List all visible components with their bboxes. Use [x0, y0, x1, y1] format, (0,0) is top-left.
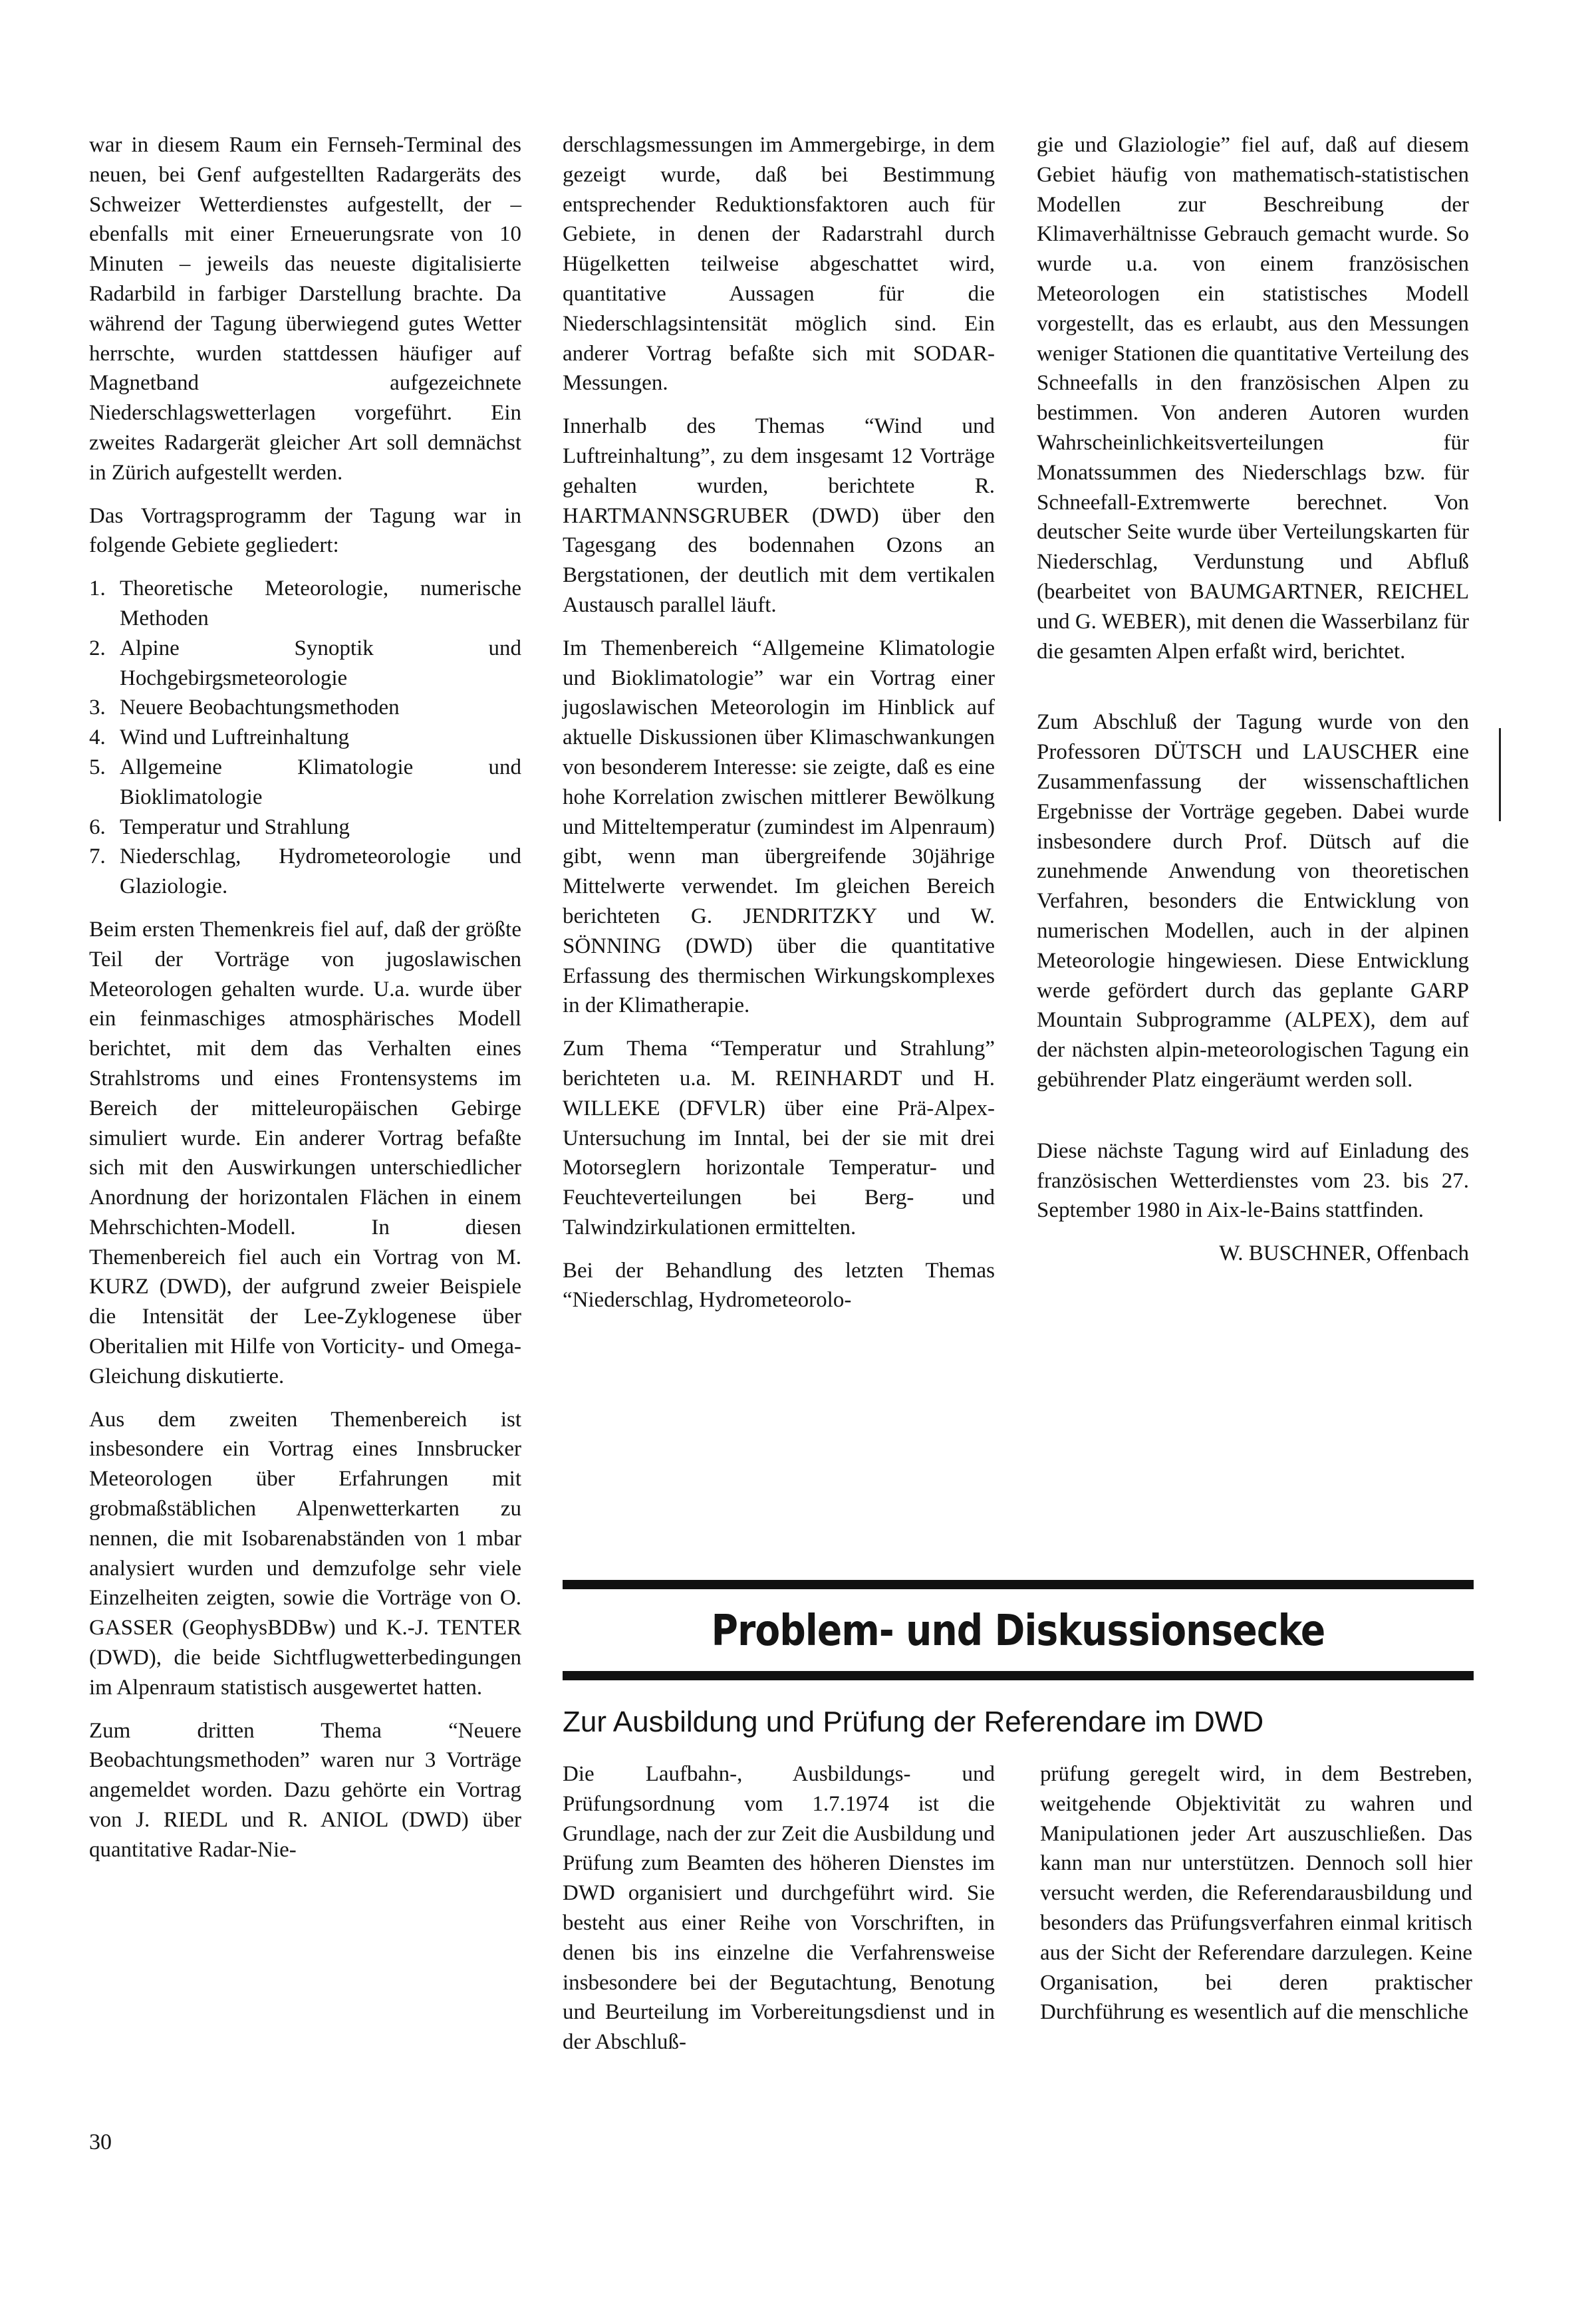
paragraph: Zum Thema “Temperatur und Strahlung” berichteten u.a. M. REINHARDT und H. WILLEKE (DFVLR) über eine Prä-Alpex-Untersuchung im Inntal, bei der sie mit drei Motorseglern horizontale Temperatur- und Feuchteverteilungen bei Berg- und Talwindzirkulationen ermittelten.: [563, 1037, 995, 1239]
section-rule-bottom: [563, 1671, 1474, 1680]
column-1: [89, 130, 521, 1878]
section-title: Problem- und Diskussionsecke: [711, 1607, 1325, 1656]
list-text: Neuere Beobachtungsmethoden: [120, 696, 400, 720]
column-3: [1037, 130, 1469, 1282]
list-item: [89, 753, 521, 813]
paragraph: war in diesem Raum ein Fernseh-Terminal des neuen, bei Genf aufgestellten Radargeräts des Schweizer Wetterdienstes aufgestellt, der – ebenfalls mit einer Erneuerungsrate von 10 Minuten – jeweils das neueste digitalisierte Radarbild in farbiger Darstellung brachte. Da während der Tagung überwiegend gutes Wetter herrschte, wurden stattdessen häufiger auf Magnetband aufgezeichnete Niederschlagswetterlagen vorgeführt. Ein zweites Radargerät gleicher Art soll demnächst in Zürich aufgestellt werden.: [89, 133, 521, 485]
list-number: 3.: [89, 696, 106, 720]
paragraph: Zum Abschluß der Tagung wurde von den Professoren DÜTSCH und LAUSCHER eine Zusammenfassung der wissenschaftlichen Ergebnisse der Vorträge gegeben. Dabei wurde insbesondere durch Prof. Dütsch auf die zunehmende Anwendung von theoretischen Verfahren, besonders die Entwicklung von numerischen Modellen, auch in der alpinen Meteorologie hingewiesen. Diese Entwicklung werde gefördert durch das geplante GARP Mountain Subprogramme (ALPEX), dem auf der nächsten alpin-meteorologischen Tagung ein gebührender Platz eingeräumt werden soll.: [1037, 710, 1469, 1092]
list-number: 6.: [89, 815, 106, 839]
column-2: [563, 130, 995, 1329]
list-item: [89, 634, 521, 694]
list-number: 7.: [89, 844, 106, 869]
paragraph: Zum dritten Thema “Neuere Beobachtungsmethoden” waren nur 3 Vorträge angemeldet worden. Dazu gehörte ein Vortrag von J. RIEDL und R. ANIOL (DWD) über quantitative Radar-Nie-: [89, 1718, 521, 1862]
author-signature: W. BUSCHNER, Offenbach: [1219, 1241, 1469, 1266]
list-number: 2.: [89, 636, 106, 660]
paragraph: derschlagsmessungen im Ammergebirge, in dem gezeigt wurde, daß bei Bestimmung entsprechender Reduktionsfaktoren auch für Gebiete, in denen der Radarstrahl durch Hügelketten teilweise abgeschattet wird, quantitative Aussagen für die Niederschlagsintensität möglich sind. Ein anderer Vortrag befaßte sich mit SODAR-Messungen.: [563, 133, 995, 396]
list-text: Wind und Luftreinhaltung: [120, 725, 350, 750]
list-text: Alpine Synoptik und Hochgebirgsmeteorologie: [120, 636, 521, 690]
paragraph: Innerhalb des Themas “Wind und Luftreinhaltung”, zu dem insgesamt 12 Vorträge gehalten wurden, berichtete R. HARTMANNSGRUBER (DWD) über den Tagesgang des bodennahen Ozons an Bergstationen, der deutlich mit dem vertikalen Austausch parallel läuft.: [563, 414, 995, 617]
list-number: 4.: [89, 725, 106, 750]
paragraph: Das Vortragsprogramm der Tagung war in folgende Gebiete gegliedert:: [89, 503, 521, 558]
paragraph: Diese nächste Tagung wird auf Einladung des französischen Wetterdienstes vom 23. bis 27. September 1980 in Aix-le-Bains stattfinden.: [1037, 1138, 1469, 1223]
scan-mark: [1499, 728, 1501, 821]
list-item: [89, 693, 521, 723]
article-title: Zur Ausbildung und Prüfung der Referendare im DWD: [563, 1706, 1264, 1738]
paragraph: Im Themenbereich “Allgemeine Klimatologie und Bioklimatologie” war ein Vortrag einer jugoslawischen Meteorologin im Hinblick auf aktuelle Diskussionen über Klimaschwankungen von besonderem Interesse: sie zeigte, daß es eine hohe Korrelation zwischen mittlerer Bewölkung und Mitteltemperatur (zumindest im Alpenraum) gibt, wenn man übergreifende 30jährige Mittelwerte verwendet. Im gleichen Bereich berichteten G. JENDRITZKY und W. SÖNNING (DWD) über die quantitative Erfassung des thermischen Wirkungskomplexes in der Klimatherapie.: [563, 636, 995, 1018]
list-text: Niederschlag, Hydrometeorologie und Glaziologie.: [120, 844, 521, 899]
paragraph: Die Laufbahn-, Ausbildungs- und Prüfungsordnung vom 1.7.1974 ist die Grundlage, nach der zur Zeit die Ausbildung und Prüfung zum Beamten des höheren Dienstes im DWD organisiert und durchgeführt wird. Sie besteht aus einer Reihe von Vorschriften, in denen bis ins einzelne die Verfahrensweise insbesondere bei der Begutachtung, Benotung und Beurteilung im Vorbereitungsdienst und in der Abschluß-: [563, 1762, 995, 2055]
list-item: [89, 574, 521, 634]
list-number: 1.: [89, 577, 106, 601]
list-item: [89, 723, 521, 753]
list-number: 5.: [89, 755, 106, 779]
section-rule-top: [563, 1580, 1474, 1589]
column-4: [563, 1759, 995, 2071]
topic-list: [89, 574, 521, 902]
list-text: Allgemeine Klimatologie und Bioklimatologie: [120, 755, 521, 809]
list-text: Temperatur und Strahlung: [120, 815, 350, 839]
paragraph: gie und Glaziologie” fiel auf, daß auf diesem Gebiet häufig von mathematisch-statistischen Modellen zur Beschreibung der Klimaverhältnisse Gebrauch gemacht wurde. So wurde u.a. von einem französischen Meteorologen ein statistisches Modell vorgestellt, das es erlaubt, aus den Messungen weniger Stationen die quantitative Verteilung des Schneefalls in den französischen Alpen zu bestimmen. Von anderen Autoren wurden Wahrscheinlichkeitsverteilungen für Monatssummen des Niederschlags bzw. für Schneefall-Extremwerte berechnet. Von deutscher Seite wurde über Verteilungskarten für Niederschlag, Verdunstung und Abfluß (bearbeitet von BAUMGARTNER, REICHEL und G. WEBER), mit denen die Wasserbilanz für die gesamten Alpen erfaßt wird, berichtet.: [1037, 133, 1469, 664]
paragraph: Beim ersten Themenkreis fiel auf, daß der größte Teil der Vorträge von jugoslawischen Meteorologen gehalten wurde. U.a. wurde über ein feinmaschiges atmosphärisches Modell berichtet, mit dem das Verhalten eines Strahlstroms und eines Frontensystems im Bereich der mitteleuropäischen Gebirge simuliert wurde. Ein anderer Vortrag befaßte sich mit den Auswirkungen unterschiedlicher Anordnung der horizontalen Flächen in einem Mehrschichten-Modell. In diesen Themenbereich fiel auch ein Vortrag von M. KURZ (DWD), der aufgrund zweier Beispiele die Intensität der Lee-Zyklogenese über Oberitalien mit Hilfe von Vorticity- und Omega-Gleichung diskutierte.: [89, 917, 521, 1388]
list-item: [89, 842, 521, 902]
column-5: [1040, 1759, 1472, 2041]
page-number: 30: [89, 2130, 112, 2154]
paragraph: Bei der Behandlung des letzten Themas “Niederschlag, Hydrometeorolo-: [563, 1258, 995, 1313]
list-text: Theoretische Meteorologie, numerische Methoden: [120, 577, 521, 630]
paragraph: Aus dem zweiten Themenbereich ist insbesondere ein Vortrag eines Innsbrucker Meteorologen über Erfahrungen mit grobmaßstäblichen Alpenwetterkarten zu nennen, die mit Isobarenabständen von 1 mbar analysiert wurden und demzufolge sehr viele Einzelheiten zeigten, sowie die Vorträge von O. GASSER (GeophysBDBw) und K.-J. TENTER (DWD), die beide Sichtflugwetterbedingungen im Alpenraum statistisch ausgewertet hatten.: [89, 1407, 521, 1700]
paragraph: prüfung geregelt wird, in dem Bestreben, weitgehende Objektivität zu wahren und Manipulationen jeder Art auszuschließen. Das kann man nur unterstützen. Dennoch soll hier versucht werden, die Referendarausbildung und besonders das Prüfungsverfahren einmal kritisch aus der Sicht der Referendare darzulegen. Keine Organisation, bei deren praktischer Durchführung es wesentlich auf die menschliche: [1040, 1762, 1472, 2025]
list-item: [89, 813, 521, 842]
